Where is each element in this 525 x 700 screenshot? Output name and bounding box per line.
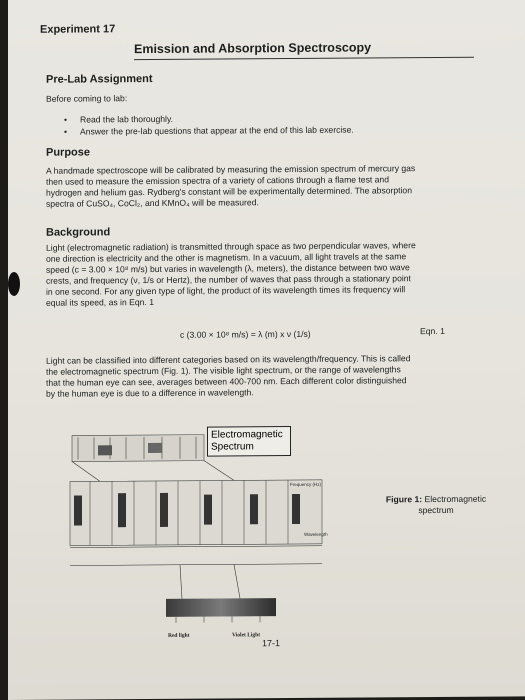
page-number: 17-1 xyxy=(262,638,281,649)
equation-label: Eqn. 1 xyxy=(420,325,445,337)
background-line: crests, and frequency (ν, 1/s or Hertz), the number of waves that pass through a stationary point xyxy=(46,273,411,286)
em-spectrum-box-title xyxy=(207,426,291,457)
prelab-heading: Pre-Lab Assignment xyxy=(46,72,153,86)
experiment-label: Experiment 17 xyxy=(40,23,116,36)
page-title: Emission and Absorption Spectroscopy xyxy=(134,40,372,57)
em-spectrum-figure xyxy=(64,422,364,656)
background-line: equal its speed, as in Eqn. 1 xyxy=(46,296,154,308)
equation: c (3.00 × 10⁸ m/s) = λ (m) x ν (1/s) xyxy=(180,328,311,340)
red-light-label: Red light xyxy=(168,632,190,639)
bullet-icon: • xyxy=(64,126,68,137)
prelab-item-text: Answer the pre-lab questions that appear at the end of this lab exercise. xyxy=(80,124,354,137)
purpose-line: spectra of CuSO₄, CoCl₂, and KMnO₄ will be measured. xyxy=(46,197,259,209)
prelab-item-1 xyxy=(64,113,174,126)
purpose-line: A handmade spectroscope will be calibrated by measuring the emission spectrum of mercury gas xyxy=(46,163,416,176)
background-line: one direction is electricity and the other is magnetism. In a vacuum, all light travels at the same xyxy=(46,251,407,264)
bullet-icon: • xyxy=(64,114,68,125)
background-line: that the human eye can see, averages between 400-700 nm. Each different color distinguished xyxy=(46,375,407,388)
title-rule xyxy=(134,57,474,60)
background-line: the electromagnetic spectrum (Fig. 1). The visible light spectrum, or the range of wavelengths xyxy=(46,364,401,377)
frequency-label: Frequency (Hz) xyxy=(290,481,322,488)
background-heading: Background xyxy=(46,226,111,239)
background-line: Light (electromagnetic radiation) is transmitted through space as two perpendicular waves, where xyxy=(46,240,416,253)
box-title-line: Electromagnetic xyxy=(211,429,283,441)
prelab-item-text: Read the lab thoroughly. xyxy=(80,113,174,125)
figure-caption-bold: Figure 1: xyxy=(385,494,423,505)
binder-hole xyxy=(8,272,20,296)
purpose-line: then used to measure the emission spectra of a variety of cations through a flame test and xyxy=(46,174,389,187)
background-paragraph-2 xyxy=(46,353,411,400)
prelab-item-2 xyxy=(64,124,354,138)
purpose-line: hydrogen and helium gas. Rydberg's constant will be experimentally determined. The absorption xyxy=(46,185,412,198)
document-page xyxy=(8,0,525,700)
background-line: by the human eye is due to a difference in wavelength. xyxy=(46,387,254,399)
background-line: in one second. For any given type of light, the product of its wavelength times its frequency will xyxy=(46,284,406,297)
box-title-line: Spectrum xyxy=(211,441,254,453)
figure-caption xyxy=(376,494,496,517)
purpose-heading: Purpose xyxy=(46,146,91,159)
purpose-paragraph xyxy=(46,163,415,210)
figure-caption-text: Electromagnetic spectrum xyxy=(418,493,487,516)
violet-light-label: Violet Light xyxy=(232,632,261,639)
background-line: Light can be classified into different categories based on its wavelength/frequency. This is called xyxy=(46,353,411,366)
prelab-intro: Before coming to lab: xyxy=(46,93,128,104)
background-paragraph-1 xyxy=(46,240,416,309)
wavelength-label: Wavelength xyxy=(304,531,328,537)
background-line: speed (c = 3.00 × 10⁸ m/s) but varies in wavelength (λ, meters), the distance between two wave xyxy=(46,262,410,275)
